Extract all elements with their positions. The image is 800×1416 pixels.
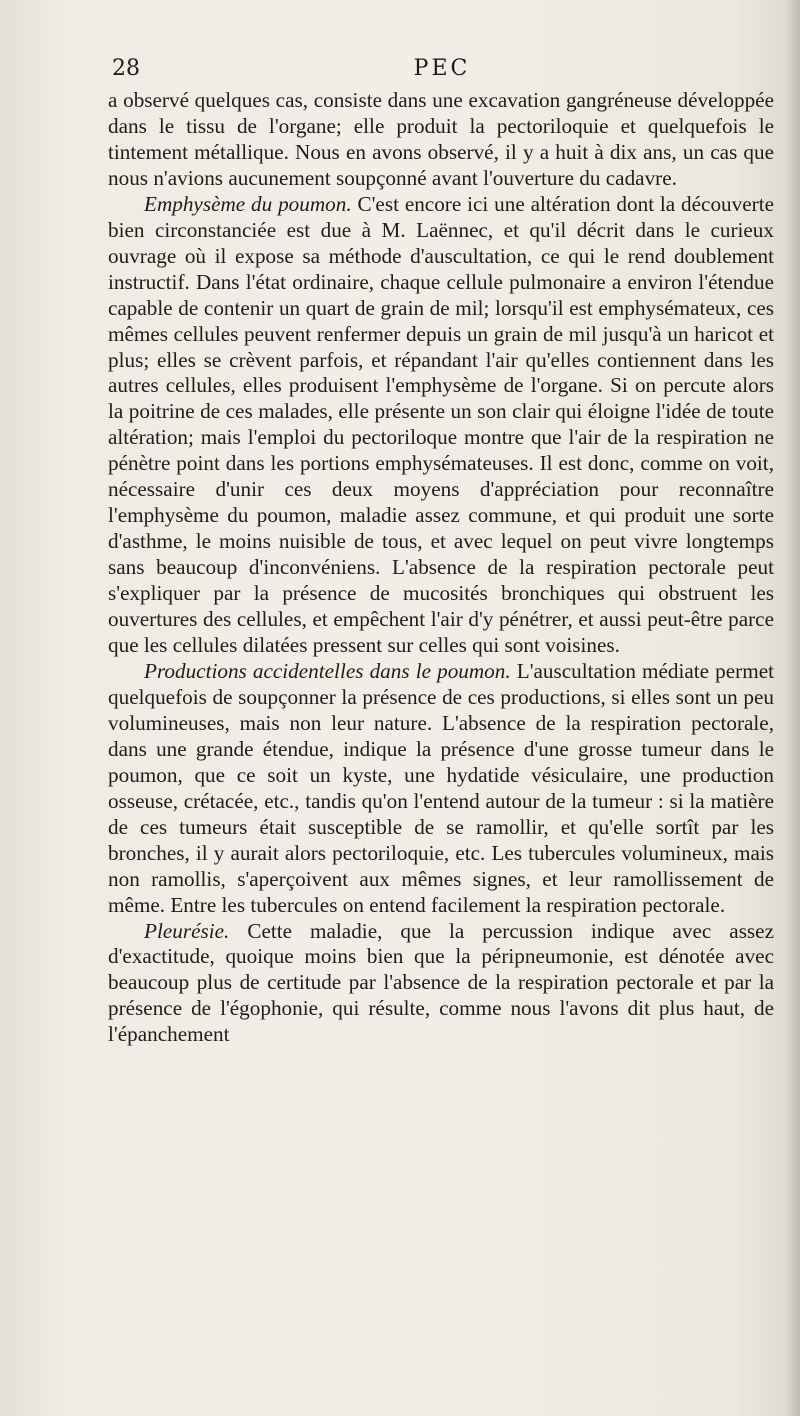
paragraph-productions (108, 659, 774, 919)
paragraph-text: C'est encore ici une altération dont la découverte bien circonstanciée est due à M. Laënnec, et qu'il décrit dans le curieux ouvrage où il expose sa méthode d'auscultation, ce qui le rend doublement instructif. Dans l'état ordinaire, chaque cellule pulmonaire a environ l'étendue capable de contenir un quart de grain de mil; lorsqu'il est emphysémateux, ces mêmes cellules peuvent renfermer depuis un grain de mil jusqu'à un haricot et plus; elles se crèvent parfois, et répandant l'air qu'elles contiennent dans les autres cellules, elles produisent l'emphysème de l'organe. Si on percute alors la poitrine de ces malades, elle présente un son clair qui éloigne l'idée de toute altération; mais l'emploi du pectoriloque montre que l'air de la respiration ne pénètre point dans les portions emphysémateuses. Il est donc, comme on voit, nécessaire d'unir ces deux moyens d'appréciation pour reconnaître l'emphysème du poumon, maladie assez commune, et qui produit une sorte d'asthme, le moins nuisible de tous, et avec lequel on peut vivre longtemps sans beaucoup d'inconvéniens. L'absence de la respiration pectorale peut s'expliquer par la présence de mucosités bronchiques qui obstruent les ouvertures des cellules, et empêchent l'air d'y pénétrer, et aussi peut-être parce que les cellules dilatées pressent sur celles qui sont voisines. (108, 191, 774, 658)
section-heading-pleuresie: Pleurésie. (144, 918, 230, 943)
page-number: 28 (112, 56, 140, 81)
running-header (112, 52, 772, 86)
paragraph-text: a observé quelques cas, consiste dans une excavation gangréneuse développée dans le tissu de l'organe; elle produit la pectoriloquie et quelquefois le tintement métallique. Nous en avons observé, il y a huit à dix ans, un cas que nous n'avions aucunement soupçonné avant l'ouverture du cadavre. (108, 88, 774, 190)
paragraph-emphyseme (108, 192, 774, 659)
section-heading-productions: Productions accidentelles dans le poumon. (144, 658, 511, 683)
running-head-title: PEC (413, 56, 471, 81)
page-edge-shadow (786, 0, 800, 1416)
section-heading-emphyseme: Emphysème du poumon. (144, 191, 352, 216)
paragraph-pleuresie (108, 919, 774, 1049)
paragraph-text: L'auscultation médiate permet quelquefois de soupçonner la présence de ces productions, si elles sont un peu volumineuses, mais non leur nature. L'absence de la respiration pectorale, dans une grande étendue, indique la présence d'une grosse tumeur dans le poumon, que ce soit un kyste, une hydatide vésiculaire, une production osseuse, crétacée, etc., tandis qu'on l'entend autour de la tumeur : si la matière de ces tumeurs était susceptible de se ramollir, et qu'elle sortît par les bronches, il y aurait alors pectoriloquie, etc. Les tubercules volumineux, mais non ramollis, s'aperçoivent aux mêmes signes, et leur ramollissement de même. Entre les tubercules on entend facilement la respiration pectorale. (108, 658, 774, 917)
body-text (108, 88, 774, 1048)
paragraph-text: Cette maladie, que la percussion indique avec assez d'exactitude, quoique moins bien que la péripneumonie, est dénotée avec beaucoup plus de certitude par l'absence de la respiration pectorale et par la présence de l'égophonie, qui résulte, comme nous l'avons dit plus haut, de l'épanchement (108, 918, 774, 1047)
paragraph-continuation (108, 88, 774, 192)
